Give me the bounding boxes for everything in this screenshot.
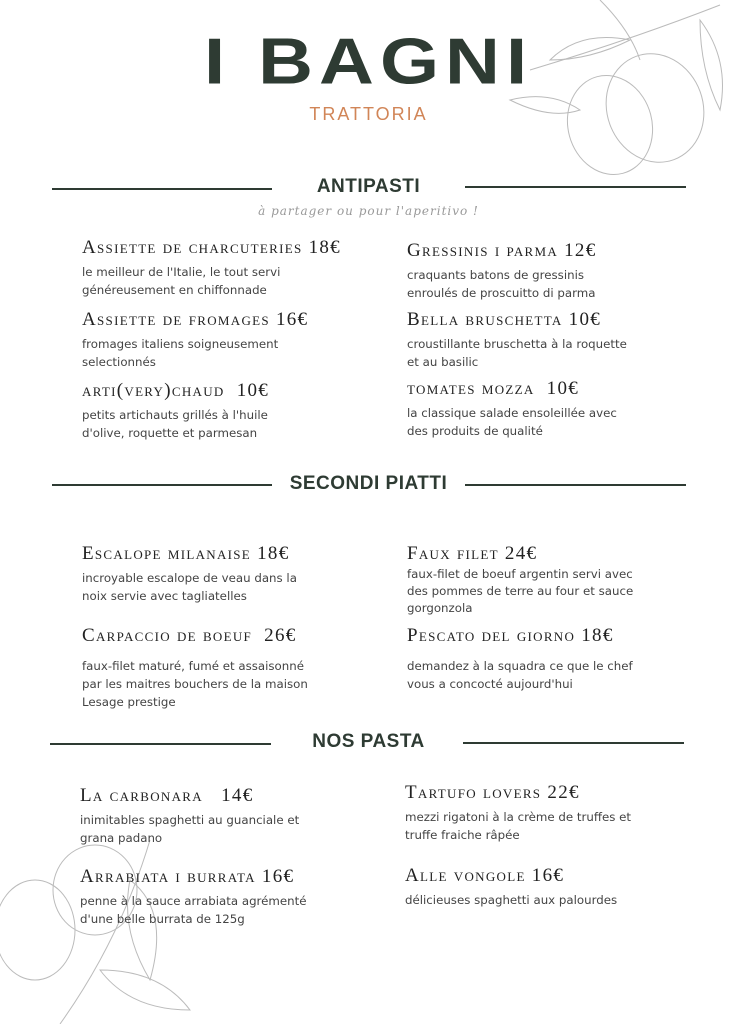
dish-name: Faux filet 24€ (407, 543, 538, 564)
menu-item (82, 237, 382, 299)
menu-item (80, 785, 380, 847)
dish-description: faux-filet maturé, fumé et assaisonné par les maitres bouchers de la maison Lesage prestige (82, 659, 308, 709)
section-tagline: à partager ou pour l'aperitivo ! (258, 204, 479, 218)
menu-item (407, 240, 707, 302)
section-title-antipasti: ANTIPASTI (316, 176, 421, 197)
dish-description: fromages italiens soigneusement selectionnés (82, 337, 279, 369)
dish-description: craquants batons de gressinis enroulés de proscuitto di parma (407, 268, 596, 300)
dish-name: tomates mozza 10€ (407, 378, 580, 399)
dish-name: arti(very)chaud 10€ (82, 380, 270, 401)
menu-item (407, 625, 707, 693)
menu-item (407, 309, 707, 371)
dish-name: Carpaccio de boeuf 26€ (82, 625, 297, 646)
menu-item (405, 782, 705, 844)
dish-name: La carbonara 14€ (80, 785, 254, 806)
menu-item (80, 866, 380, 928)
menu-item (82, 380, 382, 442)
dish-name: Tartufo lovers 22€ (405, 782, 580, 803)
dish-description: la classique salade ensoleillée avec des produits de qualité (407, 406, 617, 438)
dish-name: Alle vongole 16€ (405, 865, 565, 886)
section-title-nos-pasta: NOS PASTA (312, 731, 425, 752)
dish-name: Escalope milanaise 18€ (82, 543, 290, 564)
dish-description: délicieuses spaghetti aux palourdes (405, 893, 618, 907)
dish-description: demandez à la squadra ce que le chef vous a concocté aujourd'hui (407, 659, 633, 691)
dish-description: faux-filet de boeuf argentin servi avec des pommes de terre au four et sauce gorgonzola (407, 567, 634, 615)
menu-item (82, 309, 382, 371)
menu-item (407, 543, 707, 617)
dish-name: Bella bruschetta 10€ (407, 309, 602, 330)
dish-name: Assiette de fromages 16€ (82, 309, 309, 330)
restaurant-subtitle: TRATTORIA (309, 104, 428, 124)
menu-item (407, 378, 707, 440)
dish-name: Assiette de charcuteries 18€ (82, 237, 341, 258)
restaurant-logo: I BAGNI (203, 25, 534, 98)
dish-name: Arrabiata i burrata 16€ (80, 866, 295, 887)
menu-item (405, 865, 705, 909)
dish-description: incroyable escalope de veau dans la noix servie avec tagliatelles (82, 571, 297, 603)
dish-description: inimitables spaghetti au guanciale et grana padano (80, 813, 300, 845)
menu-item (82, 543, 382, 605)
dish-name: Pescato del giorno 18€ (407, 625, 614, 646)
section-title-secondi-piatti: SECONDI PIATTI (289, 473, 448, 494)
dish-description: penne à la sauce arrabiata agrémenté d'une belle burrata de 125g (80, 894, 307, 926)
dish-description: croustillante bruschetta à la roquette et au basilic (407, 337, 627, 369)
dish-description: mezzi rigatoni à la crème de truffes et truffe fraiche râpée (405, 810, 632, 842)
dish-name: Gressinis i parma 12€ (407, 240, 597, 261)
menu-item (82, 625, 382, 711)
dish-description: le meilleur de l'Italie, le tout servi généreusement en chiffonnade (82, 265, 281, 297)
dish-description: petits artichauts grillés à l'huile d'olive, roquette et parmesan (82, 408, 268, 440)
